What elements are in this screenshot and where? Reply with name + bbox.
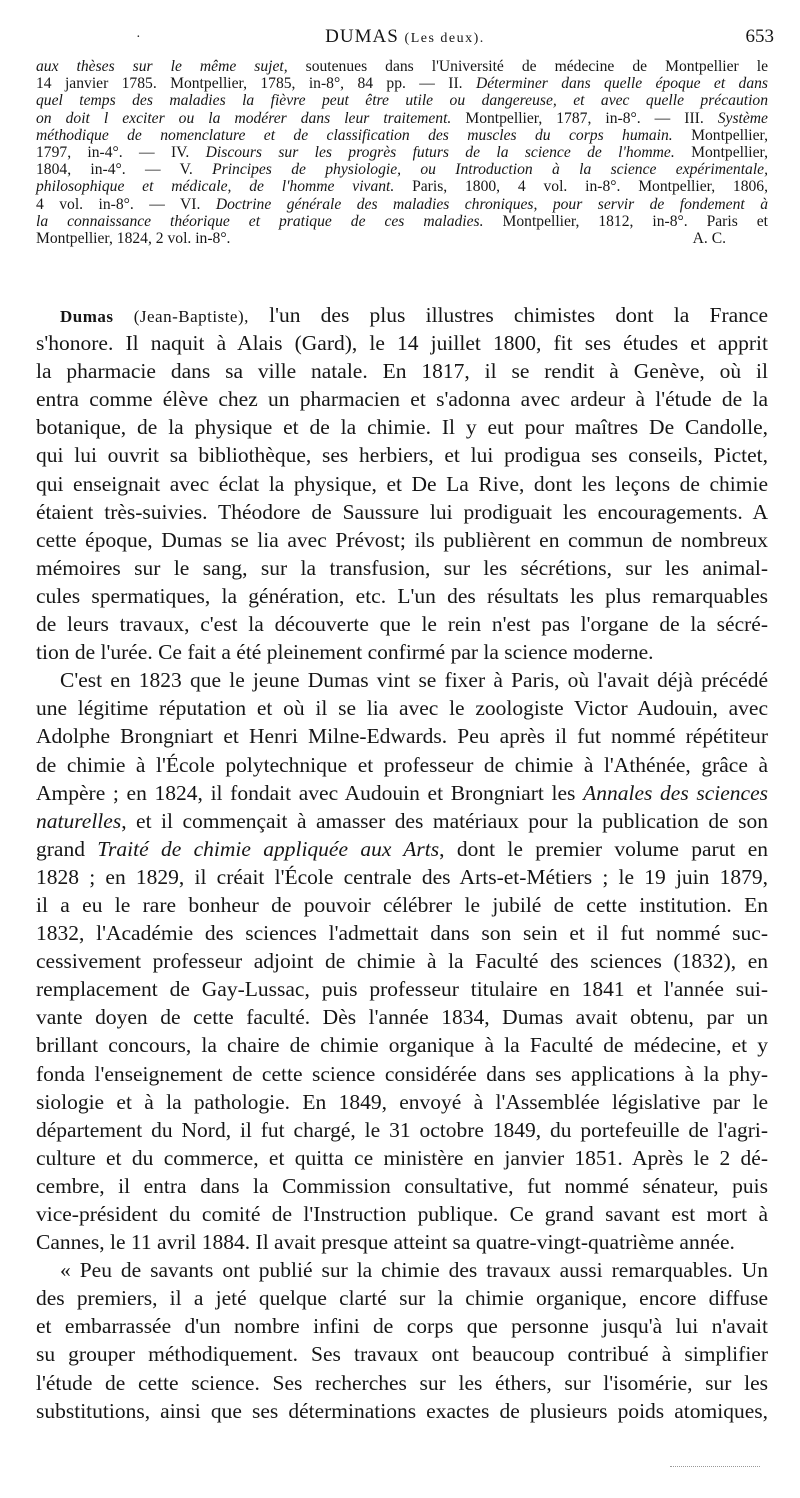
body-line: « Peu de savants ont publié sur la chimie des travaux aussi remarquables. Un [60,1258,768,1283]
body-line: vice-président du comité de l'Instruction publique. Ce grand savant est mort à [36,1202,768,1226]
author-signature: A. C. [692,229,726,247]
italic-title: Traité de chimie appliquée aux Arts [97,836,440,861]
note-line: méthodique de nomenclature et de classification des muscles du corps humain. Montpellier, [36,126,768,144]
body-line [36,807,768,835]
note-line: Montpellier, 1824, 2 vol. in-8°. A. C. [36,229,726,247]
body-line: cette époque, Dumas se lia avec Prévost; ils publièrent en commun de nombreux [36,527,768,552]
body-line: tion de l'urée. Ce fait a été pleinement confirmé par la science moderne. [36,640,654,665]
note-line: la connaissance théorique et pratique de ces maladies. Montpellier, 1812, in-8°. Paris et [36,212,768,230]
body-line: l'étude de cette science. Ses recherches sur les éthers, sur l'isomérie, sur les [36,1370,768,1395]
body-line: Adolphe Brongniart et Henri Milne-Edwards. Peu après il fut nommé répétiteur [36,724,768,749]
italic-title: Annales des sciences [583,780,768,805]
body-line: su grouper méthodiquement. Ses travaux ont beaucoup contribué à simplifier [36,1342,768,1367]
body-line: C'est en 1823 que le jeune Dumas vint se fixer à Paris, où l'avait déjà précédé [60,668,768,693]
body-line: une légitime réputation et où il se lia avec le zoologiste Victor Audouin, avec [36,696,768,721]
body-line: 1828 ; en 1829, il créait l'École centrale des Arts-et-Métiers ; le 19 juin 1879, [36,864,768,889]
note-line: quel temps des maladies la fièvre peut être utile ou dangereuse, et avec quelle précaution [36,92,768,110]
body-line: Cannes, le 11 avril 1884. Il avait presque atteint sa quatre-vingt-quatrième année. [36,1230,735,1255]
note-line: aux thèses sur le même sujet, soutenues dans l'Université de médecine de Montpellier le [36,58,768,75]
text-span [114,303,134,327]
note-line: 1797, in-4°. — IV. Discours sur les progrès futurs de la science de l'homme. Montpellier, [36,143,769,161]
body-line: botanique, de la physique et de la chimie. Il y eut pour maîtres De Candolle, [36,415,768,440]
header-title-paren: (Les deux). [404,31,485,46]
body-line: s'honore. Il naquit à Alais (Gard), le 14 juillet 1800, fit ses études et apprit [36,331,768,356]
body-line: cessivement professeur adjoint de chimie à la Faculté des sciences (1832), en [36,949,768,974]
entry-first-line [36,301,768,329]
body-line: entra comme élève chez un pharmacien et s'adonna avec ardeur à l'étude de la [36,387,768,412]
body-line: mémoires sur le sang, sur la transfusion, sur les sécrétions, sur les animal- [36,555,768,580]
body-line: cembre, il entra dans la Commission consultative, fut nommé sénateur, puis [36,1173,768,1198]
body-line: de leurs travaux, c'est la découverte que le rein n'est pas l'organe de la sécré- [36,612,768,637]
entry-line-text: l'un des plus illustres chimistes dont la France [248,303,769,327]
body-line [36,779,768,807]
body-line: remplacement de Gay-Lussac, puis professeur titulaire en 1841 et l'année sui- [36,977,768,1002]
entry-headword: Dumas [60,307,114,326]
body-line: étaient très-suivies. Théodore de Saussure lui prodiguait les encouragements. A [36,499,768,524]
text-span: grand [36,836,98,861]
body-line [36,835,768,863]
body-line: siologie et à la pathologie. En 1849, envoyé à l'Assemblée législative par le [36,1089,768,1114]
note-line: 14 janvier 1785. Montpellier, 1785, in-8°, 84 pp. — II. Déterminer dans quelle époque et dans [36,75,769,93]
page-number: 653 [745,26,774,47]
article-body [36,301,768,1425]
header-mark: · [136,30,141,45]
body-line: vante doyen de cette faculté. Dès l'année 1834, Dumas avait obtenu, par un [36,1005,768,1030]
body-line: qui enseignait avec éclat la physique, et De La Rive, dont les leçons de chimie [36,471,768,496]
header-title [36,26,774,48]
italic-title: naturelles [36,808,122,833]
note-line: 4 vol. in-8°. — VI. Doctrine générale des maladies chroniques, pour servir de fondement à [36,195,768,213]
note-line: on doit l exciter ou la modérer dans leur traitement. Montpellier, 1787, in-8°. — III. Système [36,109,768,127]
body-line: et embarrassée d'un nombre infini de corps que personne jusqu'à lui n'avait [36,1314,768,1339]
body-line: la pharmacie dans sa ville natale. En 1817, il se rendit à Genève, où il [36,359,768,384]
header-title-main: DUMAS [325,26,399,47]
body-line: brillant concours, la chaire de chimie organique à la Faculté de médecine, et y [36,1033,768,1058]
body-line: culture et du commerce, et quitta ce ministère en janvier 1851. Après le 2 dé- [36,1145,768,1170]
body-line: département du Nord, il fut chargé, le 31 octobre 1849, du portefeuille de l'agri- [36,1117,768,1142]
entry-firstname: (Jean-Baptiste), [133,307,249,326]
body-line: substitutions, ainsi que ses déterminations exactes de plusieurs poids atomiques, [36,1398,768,1423]
body-line: il a eu le rare bonheur de pouvoir célébrer le jubilé de cette institution. En [36,892,768,917]
footer-dotted-rule [670,1466,760,1469]
text-span: , dont le premier volume parut en [439,836,768,861]
bibliography-notes [36,58,768,247]
body-line: 1832, l'Académie des sciences l'admettait dans son sein et il fut nommé suc- [36,921,768,946]
text-span: , et il commençait à amasser des matériaux pour la publication de son [121,808,768,833]
running-header [36,22,774,52]
note-line: philosophique et médicale, de l'homme vivant. Paris, 1800, 4 vol. in-8°. Montpellier, 1806, [36,178,768,196]
body-line: cules spermatiques, la génération, etc. L'un des résultats les plus remarquables [36,583,768,608]
body-line: fonda l'enseignement de cette science considérée dans ses applications à la phy- [36,1061,768,1086]
body-line: des premiers, il a jeté quelque clarté sur la chimie organique, encore diffuse [36,1286,768,1311]
note-line: 1804, in-4°. — V. Principes de physiologie, ou Introduction à la science expérimentale, [36,161,768,179]
body-line: qui lui ouvrit sa bibliothèque, ses herbiers, et lui prodigua ses conseils, Pictet, [36,443,768,468]
text-span: Ampère ; en 1824, il fondait avec Audouin et Brongniart les [36,780,584,805]
body-line: de chimie à l'École polytechnique et professeur de chimie à l'Athénée, grâce à [36,752,768,777]
